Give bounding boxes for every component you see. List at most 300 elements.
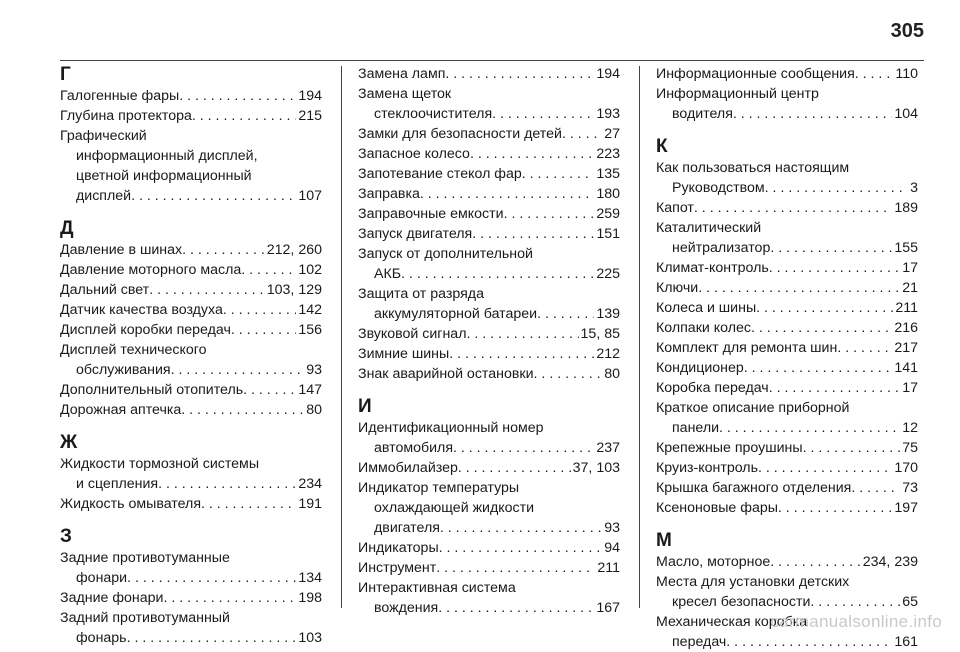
entry-line: Механическая коробка [656,614,808,630]
dot-leader [837,338,892,358]
dot-leader [149,280,265,300]
dot-leader [770,238,892,258]
index-entry [656,378,918,398]
index-entry [60,260,322,280]
entry-line [656,338,918,358]
page-reference: 193 [596,106,620,122]
entry-line [358,144,620,164]
page-reference: 189 [894,200,918,216]
page-reference: 102 [298,262,322,278]
entry-term: стеклоочистителя [374,106,493,122]
entry-term: Замки для безопасности детей [358,126,562,142]
entry-line [656,258,918,278]
entry-term: Заправочные емкости [358,206,504,222]
entry-line [60,494,322,514]
index-entry [60,340,322,380]
entry-line [656,458,918,478]
entry-term: Задние фонари [60,590,164,606]
index-entry [656,458,918,478]
page-reference: 80 [306,402,322,418]
entry-line: Графический [60,128,147,144]
entry-continuation-line [656,104,918,124]
page-reference: 212 [596,346,620,362]
page-reference: 37, 103 [572,460,620,476]
entry-line [358,224,620,244]
index-entry [656,218,918,258]
entry-term: вождения [374,600,439,616]
entry-term: Ксеноновые фары [656,500,778,516]
index-entry [656,552,918,572]
entry-line: Задние противотуманные [60,550,230,566]
entry-line [656,478,918,498]
index-entry [656,318,918,338]
dot-leader [851,478,900,498]
dot-leader [453,438,594,458]
page-reference: 212, 260 [266,242,322,258]
index-entry [358,558,620,578]
page-reference: 21 [902,280,918,296]
page-reference: 234 [298,476,322,492]
dot-leader [436,558,595,578]
index-section [60,526,322,648]
entry-term: Коробка передач [656,380,769,396]
entry-term: Информационные сообщения [656,66,855,82]
dot-leader [182,240,265,260]
entry-term: Дисплей коробки передач [60,322,231,338]
entry-term: Ключи [656,280,699,296]
entry-continuation-line [358,104,620,124]
page-reference: 198 [298,590,322,606]
entry-term: Дальний свет [60,282,150,298]
index-entry [60,494,322,514]
page-reference: 107 [298,188,322,204]
index-entry [358,244,620,284]
entry-term: передач [672,634,727,650]
page-reference: 197 [894,500,918,516]
index-entry [358,64,620,84]
entry-line [358,324,620,344]
entry-term: Комплект для ремонта шин [656,340,838,356]
page-reference: 65 [902,594,918,610]
dot-leader [458,458,571,478]
page-reference: 211 [597,560,620,576]
entry-line [358,538,620,558]
entry-term: Индикаторы [358,540,439,556]
page-number: 305 [890,20,924,42]
entry-line [656,498,918,518]
dot-leader [231,320,296,340]
entry-line: Замена щеток [358,86,452,102]
entry-line [60,588,322,608]
dot-leader [719,418,900,438]
index-entry [656,64,918,84]
page-reference: 180 [596,186,620,202]
index-entry [358,344,620,364]
dot-leader [855,64,894,84]
index-entry [656,258,918,278]
entry-term: АКБ [374,266,402,282]
entry-term: Кондиционер [656,360,744,376]
page-reference: 147 [298,382,322,398]
entry-line [358,344,620,364]
index-column-1 [60,64,322,648]
entry-term: панели [672,420,720,436]
entry-line [60,280,322,300]
entry-term: Колпаки колес [656,320,751,336]
page-reference: 15, 85 [580,326,620,342]
entry-term: Дополнительный отопитель [60,382,244,398]
entry-term: Глубина протектора [60,108,192,124]
index-entry [60,106,322,126]
dot-leader [439,538,603,558]
index-entry [358,184,620,204]
dot-leader [223,300,296,320]
entry-line [656,198,918,218]
dot-leader [770,552,861,572]
page-reference: 259 [596,206,620,222]
dot-leader [440,518,602,538]
entry-continuation-line [656,178,918,198]
index-entry [358,538,620,558]
page-reference: 234, 239 [862,554,918,570]
entry-continuation-line [60,568,322,588]
index-entry [358,364,620,384]
entry-term: обслуживания [76,362,171,378]
page-reference: 134 [298,570,322,586]
index-entry [656,438,918,458]
entry-line [60,86,322,106]
entry-term: водителя [672,106,733,122]
dot-leader [449,344,594,364]
entry-term: Круиз-контроль [656,460,758,476]
section-letter: М [656,530,672,551]
entry-continuation-line [60,474,322,494]
entry-line: Задний противотуманный [60,610,230,626]
dot-leader [698,278,900,298]
page-reference: 94 [604,540,620,556]
page-reference: 141 [894,360,918,376]
index-section [60,432,322,514]
dot-leader [466,324,578,344]
dot-leader [733,104,892,124]
index-column-3 [656,64,918,652]
page-reference: 167 [596,600,620,616]
section-letter: К [656,136,668,157]
entry-continuation-line: цветной информационный [76,168,252,184]
entry-continuation-line [358,598,620,618]
index-entry [60,300,322,320]
entry-term: Капот [656,200,694,216]
page-reference: 12 [902,420,918,436]
index-entry [656,398,918,438]
entry-continuation-line [358,518,620,538]
page-reference: 151 [596,226,620,242]
index-entry [60,454,322,494]
entry-term: двигателя [374,520,440,536]
section-letter: Г [60,64,71,85]
index-entry [60,86,322,106]
dot-leader [758,458,892,478]
entry-line [358,164,620,184]
dot-leader [751,318,892,338]
dot-leader [401,264,594,284]
dot-leader [778,498,892,518]
page-reference: 135 [596,166,620,182]
index-entry [358,164,620,184]
entry-line [656,318,918,338]
dot-leader [534,364,603,384]
entry-term: Запуск двигателя [358,226,473,242]
entry-line [358,124,620,144]
entry-line [358,204,620,224]
entry-term: и сцепления [76,476,159,492]
entry-continuation-line: охлаждающей жидкости [374,500,535,516]
index-entry [358,204,620,224]
dot-leader [756,298,893,318]
entry-line [60,300,322,320]
entry-line [60,260,322,280]
index-entry [656,478,918,498]
index-entry [60,280,322,300]
entry-term: фонари [76,570,128,586]
entry-term: кресел безопасности [672,594,811,610]
dot-leader [163,588,296,608]
index-entry [358,458,620,478]
dot-leader [201,494,296,514]
index-entry [60,400,322,420]
dot-leader [694,198,892,218]
entry-continuation-line: информационный дисплей, [76,148,258,164]
page-reference: 194 [596,66,620,82]
entry-line: Защита от разряда [358,286,484,302]
page-reference: 225 [596,266,620,282]
dot-leader [171,360,305,380]
dot-leader [179,86,296,106]
page-reference: 155 [894,240,918,256]
entry-line: Информационный центр [656,86,819,102]
page-reference: 223 [596,146,620,162]
entry-term: Масло, моторное [656,554,771,570]
dot-leader [562,124,602,144]
section-letter: И [358,396,372,417]
entry-term: Дорожная аптечка [60,402,182,418]
entry-term: Крепежные проушины [656,440,803,456]
entry-term: Жидкость омывателя [60,496,202,512]
index-entry [656,278,918,298]
entry-term: Давление моторного масла [60,262,242,278]
index-entry [358,578,620,618]
entry-term: Крышка багажного отделения [656,480,852,496]
entry-line [656,278,918,298]
page-reference: 104 [894,106,918,122]
entry-term: фонарь [76,630,127,646]
entry-term: Замена ламп [358,66,446,82]
entry-line [656,378,918,398]
dot-leader [537,304,594,324]
entry-line: Места для установки детских [656,574,850,590]
column-divider [639,66,640,608]
page-reference: 110 [895,66,918,82]
entry-term: дисплей [76,188,132,204]
page-reference: 93 [306,362,322,378]
page-reference: 73 [902,480,918,496]
index-column-2 [358,64,620,618]
entry-line: Каталитический [656,220,762,236]
page-reference: 17 [902,260,918,276]
dot-leader [131,186,296,206]
entry-line [656,64,918,84]
index-entry [358,478,620,538]
page-reference: 27 [604,126,620,142]
dot-leader [192,106,296,126]
index-entry [358,284,620,324]
entry-term: Знак аварийной остановки [358,366,534,382]
dot-leader [420,184,594,204]
entry-line [358,558,620,578]
dot-leader [241,260,296,280]
page-reference: 93 [604,520,620,536]
entry-line: Запуск от дополнительной [358,246,533,262]
page-reference: 161 [894,634,918,650]
index-entry [656,338,918,358]
index-entry [656,298,918,318]
page-reference: 75 [902,440,918,456]
dot-leader [181,400,304,420]
entry-term: аккумуляторной батареи [374,306,538,322]
entry-line: Краткое описание приборной [656,400,850,416]
index-entry [358,324,620,344]
page-reference: 17 [902,380,918,396]
page-reference: 211 [895,300,918,316]
page-reference: 216 [894,320,918,336]
entry-line [656,552,918,572]
dot-leader [492,104,594,124]
index-entry [60,320,322,340]
entry-term: Климат-контроль [656,260,769,276]
index-entry [656,84,918,124]
index-entry [358,84,620,124]
entry-line: Интерактивная система [358,580,516,596]
section-letter: З [60,526,72,547]
entry-term: Запасное колесо [358,146,470,162]
index-entry [656,358,918,378]
dot-leader [158,474,296,494]
entry-term: Колеса и шины [656,300,757,316]
page-reference: 217 [894,340,918,356]
section-letter: Ж [60,432,78,453]
index-entry [358,124,620,144]
header-rule [60,60,924,61]
index-section [656,64,918,124]
dot-leader [127,628,297,648]
entry-term: Руководством [672,180,765,196]
entry-line: Жидкости тормозной системы [60,456,260,472]
entry-term: Давление в шинах [60,242,183,258]
watermark: carmanualsonline.info [770,612,942,631]
index-entry [60,608,322,648]
index-entry [656,498,918,518]
dot-leader [522,164,595,184]
entry-continuation-line [656,632,918,652]
page-reference: 103 [298,630,322,646]
index-section [358,64,620,384]
index-section [656,530,918,652]
entry-continuation-line [656,238,918,258]
entry-term: Зимние шины [358,346,450,362]
dot-leader [765,178,908,198]
page-reference: 191 [298,496,322,512]
entry-continuation-line [656,592,918,612]
page-reference: 3 [910,180,918,196]
page-reference: 194 [298,88,322,104]
column-divider [341,66,342,608]
dot-leader [470,144,594,164]
entry-term: автомобиля [374,440,454,456]
index-entry [60,588,322,608]
entry-line [358,64,620,84]
index-entry [656,158,918,198]
index-entry [358,418,620,458]
entry-continuation-line [60,186,322,206]
entry-line [358,184,620,204]
entry-line: Дисплей технического [60,342,207,358]
section-letter: Д [60,218,74,239]
page-reference: 170 [894,460,918,476]
entry-line [656,438,918,458]
entry-term: Датчик качества воздуха [60,302,223,318]
entry-line [656,358,918,378]
index-section [358,396,620,618]
index-entry [60,548,322,588]
entry-line [60,400,322,420]
page-reference: 139 [596,306,620,322]
index-section [656,136,918,518]
entry-continuation-line [60,628,322,648]
entry-term: Звуковой сигнал [358,326,467,342]
index-entry [358,144,620,164]
entry-term: Галогенные фары [60,88,180,104]
entry-term: Иммобилайзер [358,460,458,476]
index-entry [60,240,322,260]
dot-leader [243,380,296,400]
entry-term: нейтрализатор [672,240,771,256]
index-section [60,218,322,420]
entry-term: Заправка [358,186,420,202]
entry-line [60,380,322,400]
dot-leader [769,258,900,278]
entry-line: Идентификационный номер [358,420,544,436]
dot-leader [472,224,594,244]
index-entry [656,198,918,218]
entry-line [358,458,620,478]
entry-continuation-line [656,418,918,438]
index-entry [60,380,322,400]
index-section [60,64,322,206]
entry-line [60,320,322,340]
page-reference: 156 [298,322,322,338]
entry-continuation-line [60,360,322,380]
index-entry [656,572,918,612]
dot-leader [810,592,900,612]
entry-line: Индикатор температуры [358,480,520,496]
entry-continuation-line [358,304,620,324]
page-reference: 103, 129 [266,282,322,298]
entry-line [60,106,322,126]
page-reference: 80 [604,366,620,382]
entry-line [358,364,620,384]
entry-continuation-line [358,438,620,458]
page-reference: 237 [596,440,620,456]
